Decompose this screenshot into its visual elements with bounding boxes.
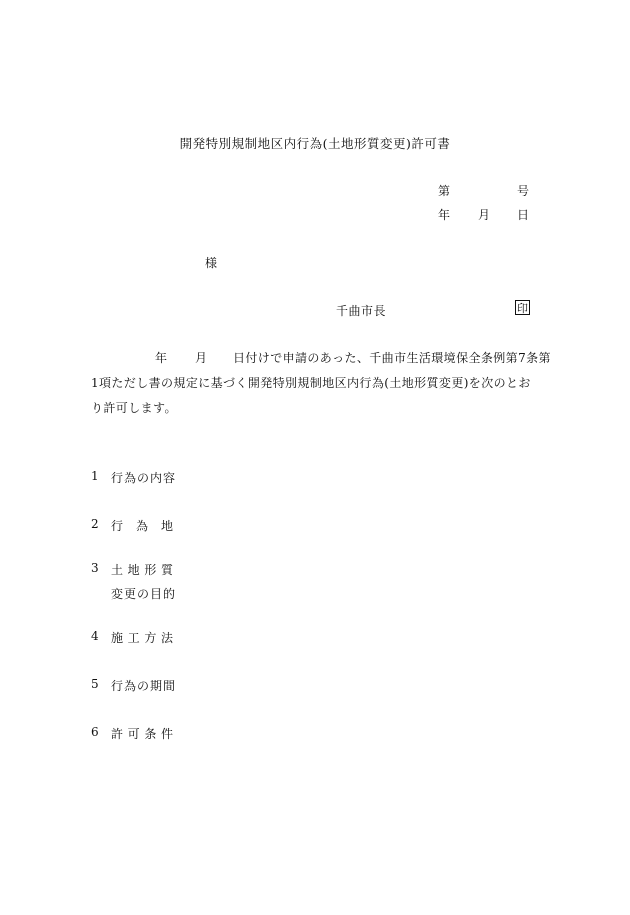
body-text-line-2: 1項ただし書の規定に基づく開発特別規制地区内行為(土地形質変更)を次のとお	[91, 376, 531, 390]
issuer-name: 千曲市長	[336, 304, 387, 318]
item-3-label-line-2: 変更の目的	[111, 587, 177, 601]
item-3-label	[111, 561, 173, 578]
seal-mark: 印	[517, 302, 528, 315]
item-5-number: 5	[91, 677, 99, 691]
item-6-label	[111, 725, 173, 742]
item-1-number: 1	[91, 469, 99, 483]
body-month: 月	[195, 351, 208, 365]
issue-date-day: 日	[517, 208, 530, 222]
item-6-label-char: 件	[160, 727, 173, 741]
item-2-label	[111, 517, 173, 534]
document-number-suffix: 号	[517, 184, 530, 198]
item-1-label: 行為の内容	[111, 471, 177, 485]
document-number-prefix: 第	[438, 184, 451, 198]
issue-date-year: 年	[438, 208, 451, 222]
item-4-label-char: 法	[160, 631, 173, 645]
item-4-number: 4	[91, 629, 99, 643]
item-2-label-char: 行	[111, 519, 124, 533]
item-3-label-char: 形	[144, 563, 157, 577]
document-title: 開発特別規制地区内行為(土地形質変更)許可書	[179, 136, 451, 151]
item-2-label-char: 地	[160, 519, 173, 533]
item-3-label-char: 質	[160, 563, 173, 577]
item-4-label-char: 方	[144, 631, 157, 645]
item-3-number: 3	[91, 561, 99, 575]
issue-date-month: 月	[478, 208, 491, 222]
item-4-label	[111, 629, 173, 646]
item-3-label-char: 土	[111, 563, 124, 577]
item-6-number: 6	[91, 725, 99, 739]
item-6-label-char: 許	[111, 727, 124, 741]
item-5-label: 行為の期間	[111, 679, 177, 693]
item-6-label-char: 条	[144, 727, 157, 741]
body-line-1-rest: 日付けで申請のあった、千曲市生活環境保全条例第7条第	[233, 351, 551, 365]
item-2-label-char: 為	[135, 519, 148, 533]
item-2-number: 2	[91, 517, 99, 531]
body-text-line-3: り許可します。	[91, 401, 177, 415]
body-year: 年	[155, 351, 168, 365]
item-3-label-char: 地	[127, 563, 140, 577]
item-6-label-char: 可	[127, 727, 140, 741]
item-4-label-char: 施	[111, 631, 124, 645]
item-4-label-char: 工	[127, 631, 140, 645]
addressee-honorific: 様	[205, 256, 218, 270]
